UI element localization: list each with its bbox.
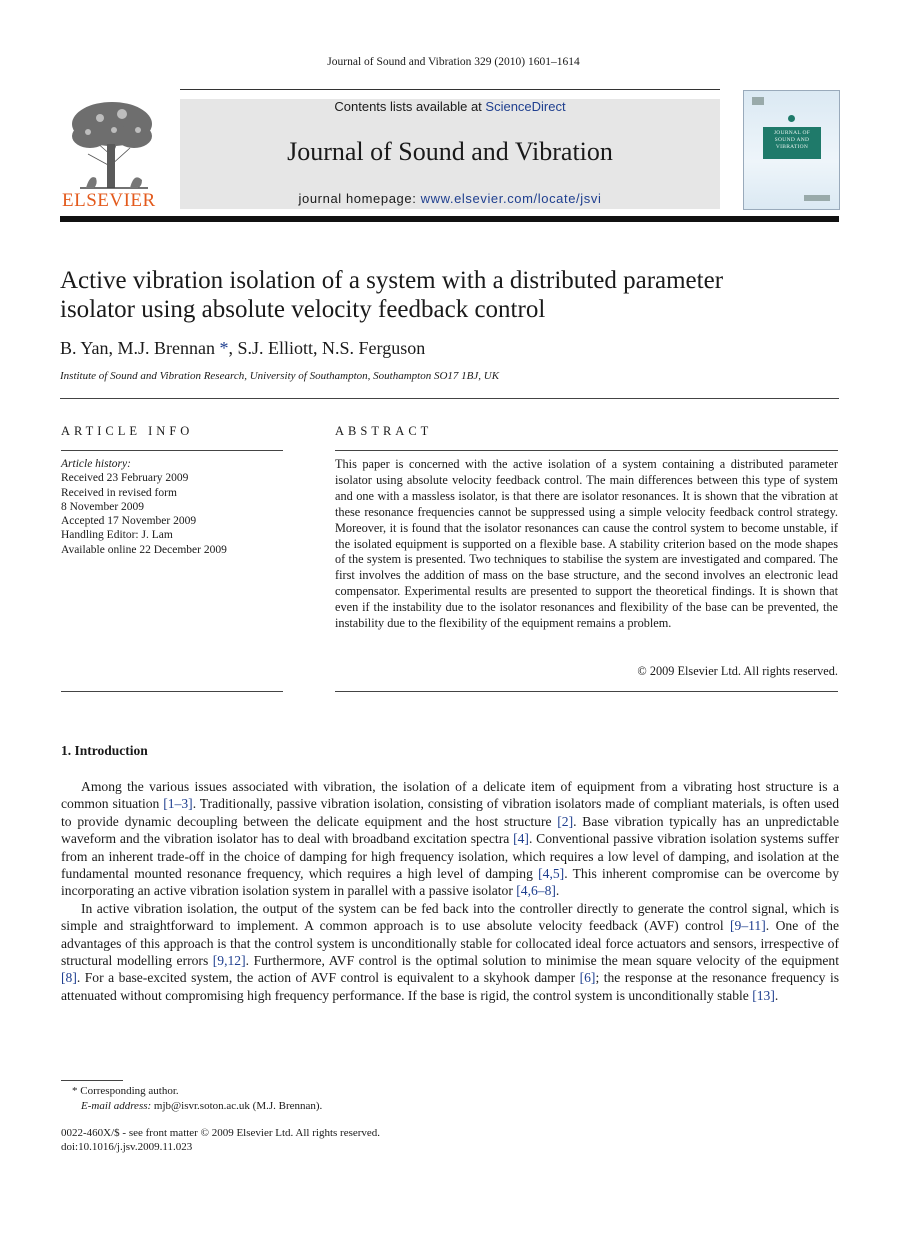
cover-publisher-icon — [804, 195, 830, 201]
text-run: In active vibration isolation, the output of the system can be fed back into the controller directly to generate the control signal, which is simple and straightforward to implement. A common approach is to use absolute velocity feedback (AVF) control — [61, 900, 839, 934]
email-address[interactable]: mjb@isvr.soton.ac.uk (M.J. Brennan). — [153, 1100, 323, 1112]
homepage-link[interactable]: www.elsevier.com/locate/jsvi — [420, 191, 602, 206]
article-title-line: Active vibration isolation of a system with a distributed parameter — [60, 267, 724, 294]
history-line: Handling Editor: J. Lam — [61, 529, 173, 542]
title-divider — [60, 398, 839, 399]
cover-dot-icon — [788, 115, 795, 122]
article-info-bottom-rule — [61, 691, 283, 692]
author-affiliation: Institute of Sound and Vibration Research, University of Southampton, Southampton SO17 1BJ, UK — [60, 370, 500, 382]
history-line: Received in revised form — [61, 486, 177, 499]
footnote-email — [81, 1099, 322, 1113]
text-run: . — [774, 987, 779, 1003]
email-label: E-mail address: — [81, 1100, 154, 1112]
journal-citation: Journal of Sound and Vibration 329 (2010) 1601–1614 — [327, 56, 580, 68]
author-list — [60, 338, 425, 359]
footnote-rule — [61, 1080, 123, 1081]
reference-link[interactable]: [2] — [557, 813, 574, 829]
reference-link[interactable]: [4] — [513, 831, 529, 847]
text-run: . For a base-excited system, the action of AVF control is equivalent to a skyhook damper — [76, 970, 580, 986]
history-line: Accepted 17 November 2009 — [61, 515, 197, 528]
reference-link[interactable]: [4,6–8] — [516, 883, 556, 899]
contents-line — [180, 99, 720, 114]
footnote-corresponding: * Corresponding author. — [72, 1085, 179, 1097]
abstract-copyright: © 2009 Elsevier Ltd. All rights reserved. — [637, 664, 838, 678]
abstract-bottom-rule — [335, 691, 838, 692]
abstract-rule — [335, 450, 838, 451]
journal-title: Journal of Sound and Vibration — [287, 137, 613, 166]
text-run: . Base vibration typically has an unpredictable waveform and the vibration isolator has to deal with broadband excitation spectra — [61, 813, 839, 847]
authors-first: B. Yan, M.J. Brennan — [60, 338, 220, 358]
article-info-rule — [61, 450, 283, 451]
text-run: ; the response at the resonance frequency is attenuated without compromising high frequency performance. If the base is rigid, the control system is unconditionally stable — [61, 970, 840, 1003]
reference-link[interactable]: [9–11] — [730, 918, 766, 934]
sciencedirect-link[interactable]: ScienceDirect — [485, 99, 566, 114]
contents-prefix: Contents lists available at — [334, 99, 486, 114]
journal-homepage — [180, 191, 720, 206]
text-run: . Furthermore, AVF control is the optimal solution to minimise the mean square velocity of the equipment — [245, 953, 839, 969]
header-thick-rule — [60, 216, 839, 222]
reference-link[interactable]: [1–3] — [163, 796, 193, 812]
reference-link[interactable]: [4,5] — [538, 866, 565, 882]
reference-link[interactable]: [9,12] — [212, 953, 246, 969]
reference-link[interactable]: [8] — [61, 970, 77, 986]
cover-text-line: SOUND AND — [774, 137, 810, 143]
text-run: . This inherent compromise can be overcome by incorporating an active vibration isolation system in parallel with a passive isolator — [61, 866, 839, 899]
text-run: . Traditionally, passive vibration isolation, consisting of vibration isolators made of compliant materials, is often used to provide dynamic decoupling between the delicate equipment and the host structure — [61, 796, 839, 829]
history-label: Article history: — [61, 458, 131, 470]
cover-title-label — [763, 127, 821, 159]
cover-text-line: VIBRATION — [775, 144, 809, 150]
article-title-line: isolator using absolute velocity feedback control — [60, 296, 546, 323]
reference-link[interactable]: [6] — [579, 970, 596, 986]
paragraph — [61, 900, 839, 1004]
corresponding-author-mark[interactable]: * — [219, 338, 229, 358]
doi[interactable]: doi:10.1016/j.jsv.2009.11.023 — [61, 1141, 193, 1153]
paragraph — [61, 778, 839, 900]
introduction-body — [61, 778, 839, 1004]
authors-rest: , S.J. Elliott, N.S. Ferguson — [228, 338, 426, 358]
history-line: 8 November 2009 — [61, 500, 145, 513]
journal-cover-thumbnail — [743, 90, 840, 210]
header-top-rule — [180, 89, 720, 90]
reference-link[interactable]: [13] — [752, 987, 775, 1003]
article-info-heading: ARTICLE INFO — [61, 424, 194, 438]
history-line: Available online 22 December 2009 — [61, 543, 227, 556]
cover-logo-icon — [752, 97, 764, 105]
text-run: . Conventional passive vibration isolation systems suffer from an inherent trade-off in the choice of damping for high frequency isolation, which requires a low level of damping, and isolation at the fundamental mounted resonance frequency, which requires a high level of damping — [61, 831, 839, 882]
text-run: . One of the advantages of this approach is that the control system is unconditionally stable for collocated ideal force actuators and sensors, irrespective of structural modelling errors — [61, 918, 839, 969]
cover-text-line: JOURNAL OF — [773, 130, 811, 136]
history-line: Received 23 February 2009 — [61, 472, 189, 485]
text-run: Among the various issues associated with vibration, the isolation of a delicate item of equipment from a vibrating host structure is a common situation — [61, 779, 839, 812]
text-run: . — [555, 883, 560, 899]
elsevier-wordmark: ELSEVIER — [62, 190, 156, 211]
abstract-heading: ABSTRACT — [335, 424, 433, 438]
front-matter: 0022-460X/$ - see front matter © 2009 Elsevier Ltd. All rights reserved. — [61, 1127, 381, 1139]
section-heading-introduction: 1. Introduction — [61, 743, 148, 758]
article-title — [60, 266, 839, 324]
abstract-text: This paper is concerned with the active isolation of a system containing a distributed parameter isolator using absolute velocity feedback control. The main differences between this type of system and one with a massless isolator, is that there are isolator resonances. It is shown that the vibration at these resonance frequencies cannot be suppressed using a simple velocity feedback control strategy. Moreover, it is found that the isolator resonances can cause the control system to become unstable, if the isolated equipment is supported on a flexible base. A stability criterion based on the mode shapes of the system is presented. Two techniques to stabilise the system are investigated and compared. The first involves the addition of mass on the base structure, and the second involves an electronic lead compensator. Experimental results are presented to support the theoretical findings. It is shown that even if the instability due to the isolator resonances and flexibility of the base can be prevented, the instability due to the flexibility of the equipment remains a problem. — [335, 457, 838, 631]
homepage-prefix: journal homepage: — [298, 191, 421, 206]
article-history — [61, 457, 227, 557]
